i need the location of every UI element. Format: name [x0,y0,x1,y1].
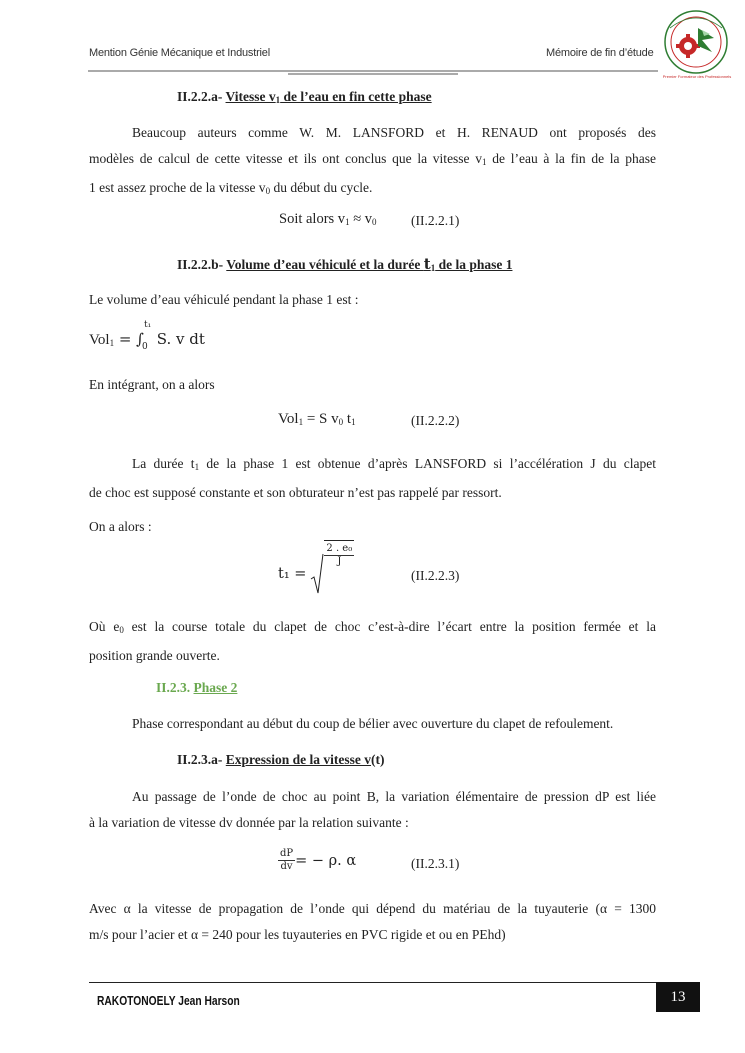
section-title-cont: (t) [371,752,385,767]
equation-ref-2-2-1: (II.2.2.1) [411,213,460,228]
fraction-numerator: 2 . e₀ [326,543,353,554]
equation-2-3-1 [278,848,356,873]
paragraph-line: de choc est supposé constante et son obturateur n’est pas rappelé par ressort. [89,485,502,500]
equation-2-2-1 [279,211,377,228]
equation-text: t₁ = [278,566,307,582]
math-symbol: t [423,255,431,273]
subscript: 1 [482,157,487,167]
subscript: 1 [194,462,200,472]
subscript: 1 [109,338,115,348]
equation-integral [89,320,205,352]
section-title: Expression de la vitesse v [225,752,372,767]
text: de la phase 1 est obtenue d’après LANSFORD si l’accélération J du clapet [199,456,656,471]
section-number: II.2.3.a- [177,752,223,767]
integral-lower-bound: 0 [142,342,148,352]
paragraph-phase2: Phase correspondant au début du coup de bélier avec ouverture du clapet de refoulement. [132,716,614,731]
logo-caption: Premier Formateur des Professionnels [662,74,732,79]
section-number: II.2.2.b- [177,257,224,272]
paragraph-line: Beaucoup auteurs comme W. M. LANSFORD et H. RENAUD ont proposés des [132,125,656,140]
subscript: 1 [345,217,350,227]
sqrt-content [324,540,354,568]
paragraph-alpha [89,896,656,948]
equation-text: = S v [303,411,339,427]
paragraph-duration [89,451,656,506]
subscript: 1 [298,417,304,427]
paragraph-course [89,614,656,669]
integral-sign: = ∫ [114,330,144,348]
paragraph-line [89,175,656,204]
equation-ref-2-3-1: (II.2.3.1) [411,856,460,871]
equation-text: S. v dt [152,330,205,348]
subscript: 1 [351,417,356,427]
equation-text: Vol [278,411,299,427]
section-number: II.2.3. [156,680,191,695]
header-right-text: Mémoire de fin d’étude [546,47,654,59]
section-title: Phase 2 [193,680,238,695]
integral-upper-bound: t₁ [144,320,152,330]
header-left-text: Mention Génie Mécanique et Industriel [89,47,270,59]
fraction-denominator: J [337,556,342,567]
subscript: 0 [372,217,377,227]
equation-2-2-2 [278,411,356,428]
paragraph-integrating: En intégrant, on a alors [89,377,215,392]
paragraph-line [89,146,656,175]
page-number: 13 [656,982,700,1012]
subscript: 0 [119,625,124,635]
text: 1 est assez proche de la vitesse v [89,180,266,195]
text: La durée t [132,456,195,471]
text: modèles de calcul de cette vitesse et ils ont conclus que la vitesse v [89,151,483,166]
text: Où e [89,619,120,634]
equation-text: t [343,411,352,427]
section-title-cont: de l’eau en fin cette phase [280,89,432,104]
equation-ref-2-2-3: (II.2.2.3) [411,568,460,583]
paragraph-on-a-alors: On a alors : [89,519,152,534]
subscript: 1 [430,263,436,273]
paragraph-line: position grande ouverte. [89,648,220,663]
section-heading-2-2-3 [156,675,237,701]
section-title: Volume d’eau véhiculé et la durée [226,257,424,272]
paragraph-line: Avec α la vitesse de propagation de l’onde qui dépend du matériau de la tuyauterie (α = 1300 [89,901,656,916]
school-logo-icon [658,8,734,84]
paragraph-lansford [89,120,656,204]
paragraph-shock-wave [89,784,656,836]
paragraph-line [89,451,656,480]
subscript: 1 [275,95,281,105]
section-title-cont: de la phase 1 [435,257,513,272]
school-logo [658,8,734,84]
header-rule [88,66,658,78]
paragraph-line: m/s pour l’acier et α = 240 pour les tuyauteries en PVC rigide et ou en PEhd) [89,927,506,942]
equation-text: Soit alors v [279,211,346,227]
subscript: 0 [265,186,271,196]
paragraph-line: à la variation de vitesse dv donnée par la relation suivante : [89,815,409,830]
paragraph-volume: Le volume d’eau véhiculé pendant la phase 1 est : [89,292,359,307]
text: du début du cycle. [270,180,373,195]
footer-rule [89,982,656,983]
section-title: Vitesse v [225,89,276,104]
equation-text: = − ρ. α [295,852,357,869]
sqrt-sign-icon [310,553,324,595]
section-heading-2-2-3-a [177,747,385,773]
fraction-denominator: dv [280,861,293,872]
fraction-numerator: dP [280,848,294,859]
section-heading-2-2-2-a [177,84,432,113]
equation-text: Vol [89,332,110,348]
footer-author: RAKOTONOELY Jean Harson [97,994,240,1008]
subscript: 0 [338,417,344,427]
equation-2-2-3 [278,543,354,595]
text: de l’eau à la fin de la phase [486,151,656,166]
equation-ref-2-2-2: (II.2.2.2) [411,413,460,428]
equation-text: ≈ v [349,211,373,227]
text: est la course totale du clapet de choc c’est-à-dire l’écart entre la position fermée et la [123,619,656,634]
section-heading-2-2-2-b [177,251,512,281]
section-number: II.2.2.a- [177,89,223,104]
paragraph-line: Au passage de l’onde de choc au point B, la variation élémentaire de pression dP est liée [132,789,656,804]
paragraph-line [89,614,656,643]
